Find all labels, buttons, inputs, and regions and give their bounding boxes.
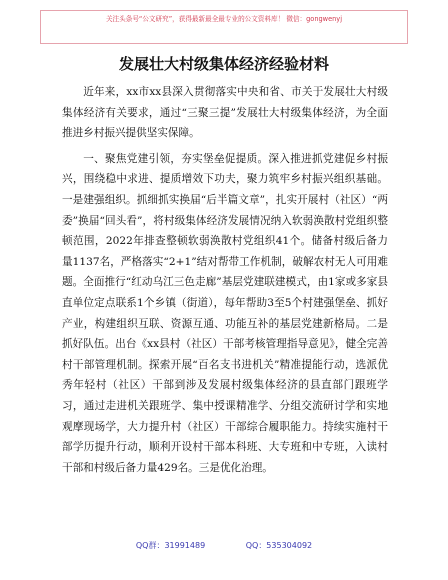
paragraph-intro: 近年来，xx市xx县深入贯彻落实中央和省、市关于发展壮大村级集体经济有关要求，通过“三聚三提”发展壮大村级集体经济，为全面推进乡村振兴提供坚实保障。 <box>62 86 388 140</box>
document-body <box>62 82 388 483</box>
page-footer <box>0 540 448 552</box>
document-title: 发展壮大村级集体经济经验材料 <box>118 55 329 73</box>
paragraph-party-building: 一、聚焦党建引领，夯实堡垒促提质。深入推进抓党建促乡村振兴，围绕稳中求进、提质增效下功夫，聚力筑牢乡村振兴组织基础。一是建强组织。抓细抓实换届“后半篇文章”，扎实开展村（社区）“两委”换届“回头看”，将村级集体经济发展情况纳入软弱涣散村党组织整顿范围，2022年排查整顿软弱涣散村党组织41个。储备村级后备力量1137名，严格落实“2+1”结对帮带工作机制，破解农村无人可用难题。全面推行“红动乌江三色走廊”基层党建联建模式，由1家或多家县直单位定点联系1个乡镇（街道），每年帮助3至5个村建强堡垒、抓好产业，构建组织互联、资源互通、功能互补的基层党建新格局。二是抓好队伍。出台《xx县村（社区）干部考核管理指导意见》，健全完善村干部管理机制。探索开展“百名支书进机关”精准提能行动，选派优秀年轻村（社区）干部到涉及发展村级集体经济的县直部门跟班学习，通过走进机关跟班学、集中授课精准学、分组交流研讨学和实地观摩现场学，大力提升村（社区）干部综合履职能力。持续实施村干部学历提升行动，顺利开设村干部本科班、大专班和中专班，入读村干部和村级后备力量429名。三是优化治理。 <box>62 152 388 474</box>
promo-banner <box>40 10 408 44</box>
promo-banner-text: 关注头条号“公文研究”，获得最新最全最专业的公文资料库！ 微信：gongwenyj <box>105 15 343 23</box>
footer-qq-group: QQ群：31991489 <box>135 541 206 550</box>
footer-qq: QQ：535304092 <box>245 541 313 550</box>
